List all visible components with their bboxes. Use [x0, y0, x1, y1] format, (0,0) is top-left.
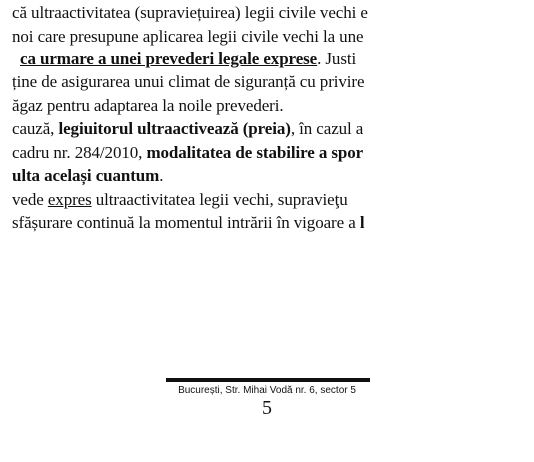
text-run: l: [359, 213, 365, 232]
text-run: ca urmare a unei prevederi legale exprese: [20, 49, 318, 68]
text-run: .: [159, 166, 164, 185]
text-run: . Justi: [317, 49, 357, 68]
footer-address: București, Str. Mihai Vodă nr. 6, sector 5: [178, 385, 356, 396]
text-run: modalitatea de stabilire a spor: [146, 143, 364, 162]
text-run: sfășurare continuă la momentul intrării în vigoare a: [12, 213, 360, 232]
text-run: cauză,: [12, 119, 59, 138]
text-run: vede: [12, 190, 48, 209]
text-run: , în cazul a: [290, 119, 364, 138]
text-run: expres: [47, 190, 92, 209]
text-line: [12, 166, 163, 186]
text-run: ulta același cuantum: [12, 166, 160, 185]
text-line: [12, 190, 348, 210]
text-line: [12, 213, 364, 233]
text-line: [20, 49, 356, 69]
text-run: ține de asigurarea unui climat de siguranță cu privire: [12, 72, 365, 91]
footer-rule: [166, 378, 370, 382]
text-run: noi care presupune aplicarea legii civile vechi la une: [12, 27, 364, 46]
text-line: [12, 3, 368, 23]
text-run: ăgaz pentru adaptarea la noile prevederi.: [12, 96, 284, 115]
text-line: [12, 143, 363, 163]
text-run: că ultraactivitatea (supraviețuirea) legii civile vechi e: [12, 3, 368, 22]
text-line: [12, 72, 364, 92]
text-run: ultraactivitatea legii vechi, supravieţu: [91, 190, 348, 209]
text-line: [12, 27, 363, 47]
page-number: 5: [262, 397, 272, 419]
text-run: legiuitorul ultraactivează (preia): [58, 119, 291, 138]
text-line: [12, 96, 284, 116]
text-line: [12, 119, 363, 139]
text-run: cadru nr. 284/2010,: [12, 143, 147, 162]
